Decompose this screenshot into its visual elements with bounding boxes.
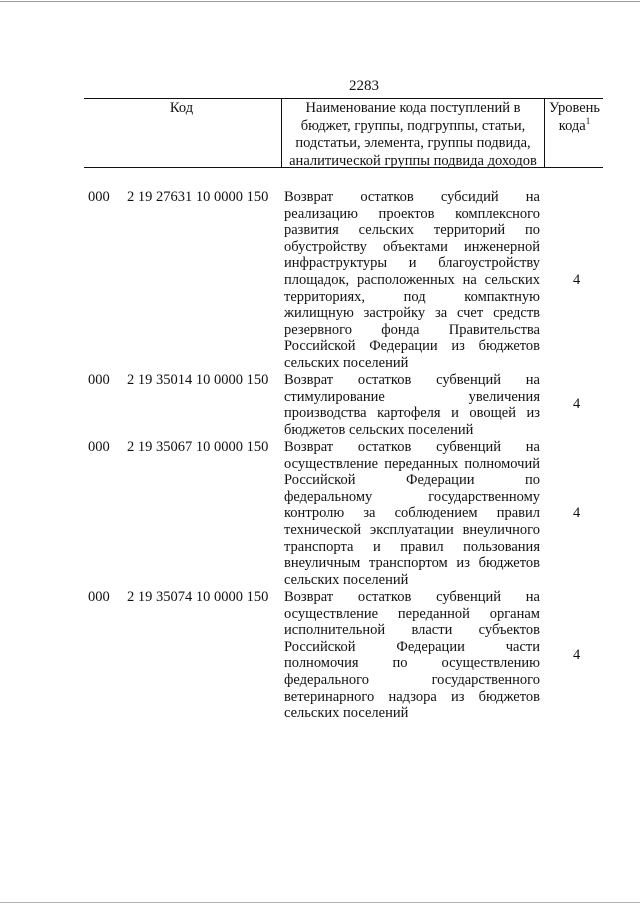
description-line: Возврат остатков субвенций на (284, 372, 540, 388)
header-level (546, 100, 603, 135)
page-number: 2283 (349, 78, 379, 94)
description-line: Возврат остатков субсидий на (284, 189, 540, 205)
row-prefix: 000 (88, 372, 110, 388)
description-line: Российской Федерации части (284, 638, 540, 655)
header-name-line: подстатьи, элемента, группы подвида, (295, 135, 531, 151)
scan-edge-bottom (0, 902, 640, 903)
header-level-line (546, 115, 603, 136)
description-line: осуществление переданной органам (284, 605, 540, 622)
row-code: 2 19 35014 10 0000 150 (127, 372, 269, 388)
description-line: бюджетов сельских поселений (284, 421, 474, 438)
header-name (282, 100, 544, 170)
description-line: федеральному государственному (284, 488, 540, 505)
table-header (84, 98, 603, 168)
description-line: Российской Федерации из бюджетов (284, 338, 540, 355)
description-line: федерального государственного (284, 671, 540, 688)
description-line: производства картофеля и овощей из (284, 405, 540, 422)
row-code: 2 19 35074 10 0000 150 (127, 589, 269, 605)
description-line: транспорта и правил пользования (284, 538, 540, 555)
row-level: 4 (573, 505, 581, 521)
description-line: полномочия по осуществлению (284, 655, 540, 672)
row-prefix: 000 (88, 439, 110, 455)
row-description (284, 589, 540, 722)
description-line: стимулирование увеличения (284, 388, 540, 405)
header-name-line: Наименование кода поступлений в (305, 100, 521, 116)
description-line: сельских поселений (284, 705, 409, 722)
row-prefix: 000 (88, 189, 110, 205)
description-line: Возврат остатков субвенций на (284, 439, 540, 455)
description-line: развития сельских территорий по (284, 222, 540, 239)
footnote-marker: 1 (585, 115, 591, 126)
header-level-line: Уровень (548, 100, 601, 116)
scan-edge-top (0, 1, 640, 2)
row-level: 4 (573, 272, 581, 288)
header-divider-2 (544, 98, 545, 168)
header-level-word: кода (558, 117, 586, 134)
description-line: внеуличным транспортом из бюджетов (284, 555, 540, 572)
description-line: жилищную застройку за счет средств (284, 305, 540, 322)
description-line: резервного фонда Правительства (284, 321, 540, 338)
header-name-line: бюджет, группы, подгруппы, статьи, (300, 117, 526, 134)
header-name-line: аналитической группы подвида доходов (289, 152, 537, 169)
description-line: реализацию проектов комплексного (284, 205, 540, 222)
row-description (284, 189, 540, 372)
description-line: территориях, под компактную (284, 288, 540, 305)
header-top-rule (84, 98, 603, 99)
description-line: инфраструктуры и благоустройству (284, 255, 540, 272)
description-line: контролю за соблюдением правил (284, 505, 540, 522)
description-line: исполнительной власти субъектов (284, 622, 540, 639)
description-line: площадок, расположенных на сельских (284, 271, 540, 288)
row-code: 2 19 27631 10 0000 150 (127, 189, 269, 205)
row-level: 4 (573, 647, 581, 663)
row-prefix: 000 (88, 589, 110, 605)
description-line: Возврат остатков субвенций на (284, 589, 540, 605)
description-line: сельских поселений (284, 571, 409, 588)
description-line: сельских поселений (284, 354, 409, 371)
description-line: ветеринарного надзора из бюджетов (284, 688, 540, 705)
row-level: 4 (573, 396, 581, 412)
header-code: Код (169, 100, 194, 116)
row-description (284, 439, 540, 588)
description-line: Российской Федерации по (284, 472, 540, 489)
description-line: осуществление переданных полномочий (284, 455, 540, 472)
description-line: обустройству объектами инженерной (284, 238, 540, 255)
row-description (284, 372, 540, 438)
description-line: технической эксплуатации внеуличного (284, 521, 540, 538)
row-code: 2 19 35067 10 0000 150 (127, 439, 269, 455)
